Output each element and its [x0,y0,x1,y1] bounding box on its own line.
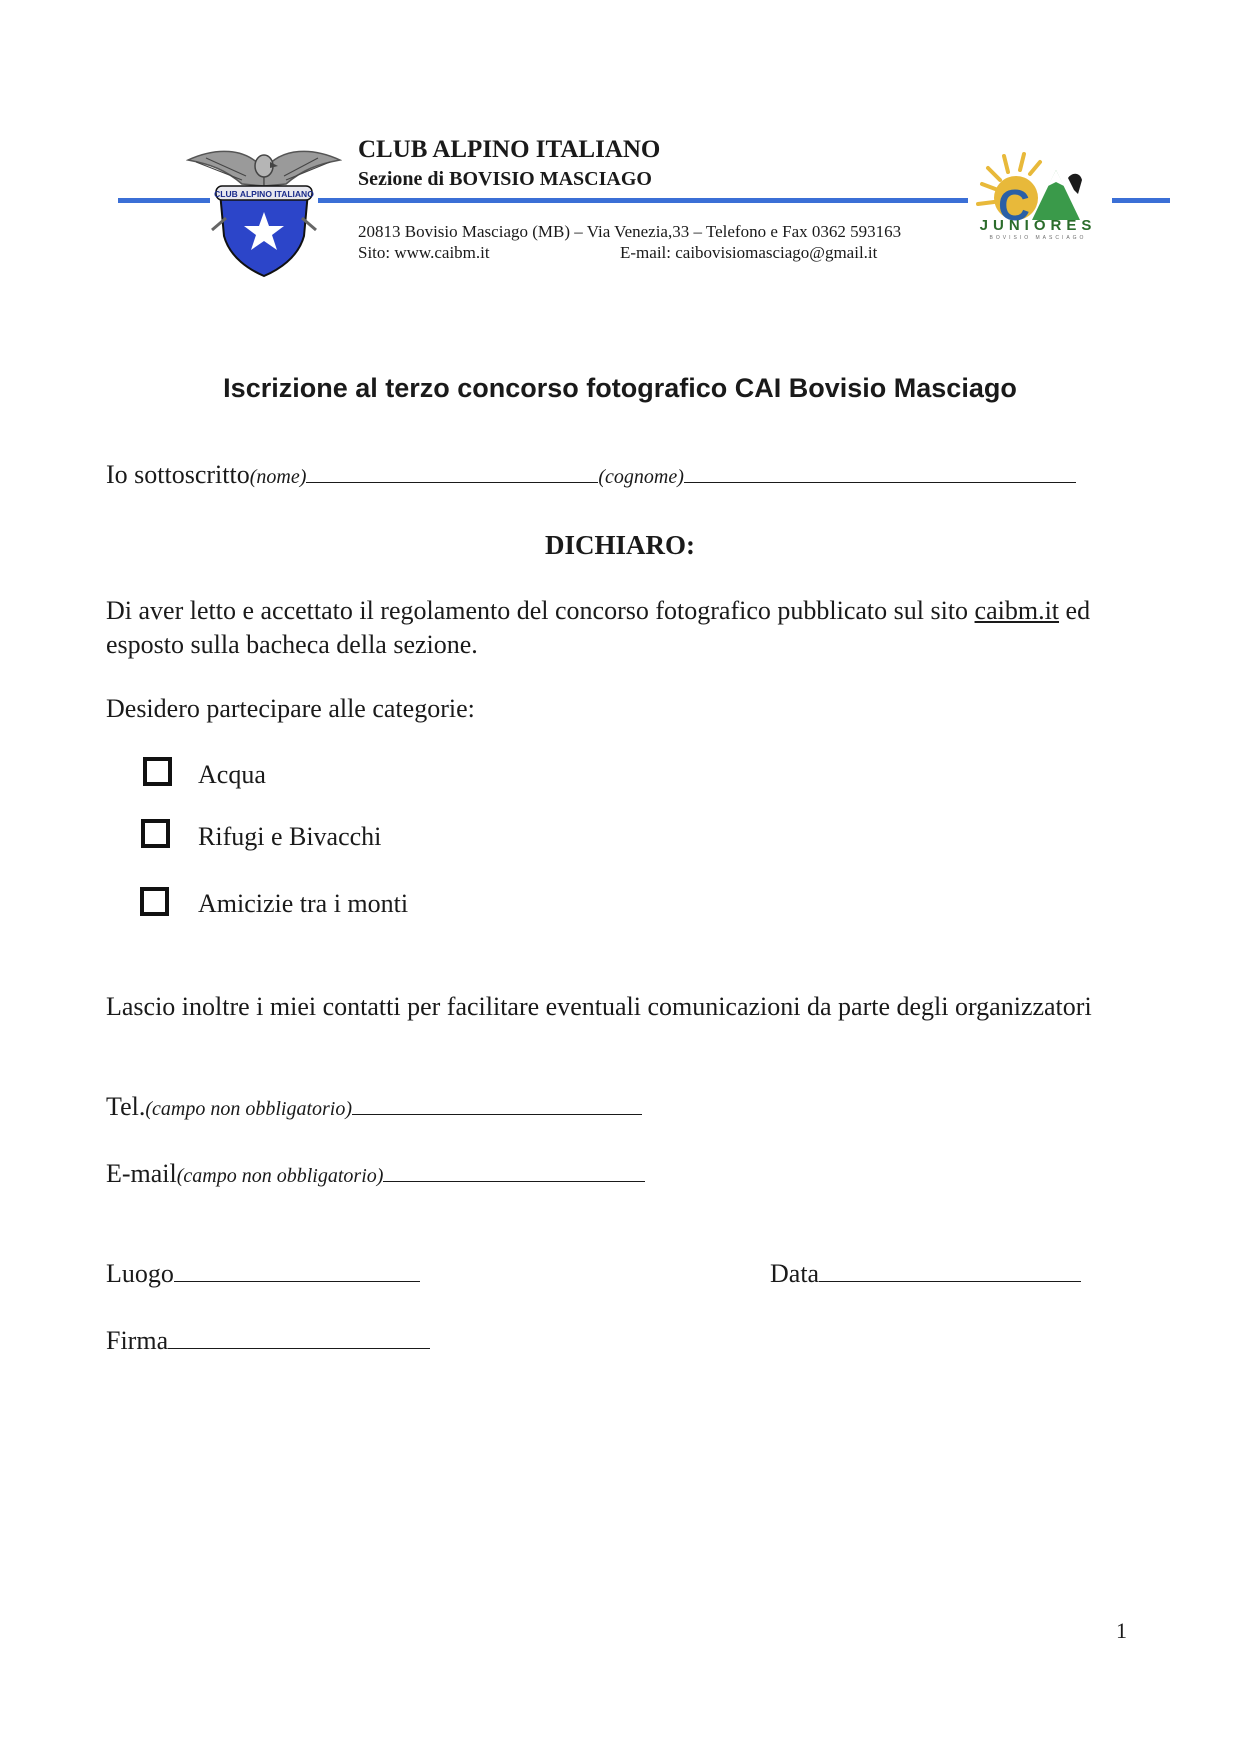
tel-row [106,1092,642,1122]
cai-eagle-logo [186,140,342,278]
email-label: E-mail [106,1159,177,1188]
club-email: E-mail: caibovisiomasciago@gmail.it [620,243,878,262]
signer-row [106,460,1076,490]
name-field[interactable] [306,460,598,483]
club-name: CLUB ALPINO ITALIANO [358,136,661,163]
tel-optional-hint: (campo non obbligatorio) [145,1098,352,1120]
cai-logo-ribbon-text: CLUB ALPINO ITALIANO [214,189,314,199]
signature-row [106,1326,430,1356]
juniores-subtitle: BOVISIO MASCIAGO [989,235,1087,241]
signer-label: Io sottoscritto [106,460,250,489]
club-address: 20813 Bovisio Masciago (MB) – Via Venezia,33 – Telefono e Fax 0362 593163 [358,222,902,241]
declaration-paragraph [106,594,1126,662]
categories-intro: Desidero partecipare alle categorie: [106,694,475,723]
date-field[interactable] [819,1259,1081,1282]
place-label: Luogo [106,1259,174,1288]
declaration-link[interactable]: caibm.it [974,596,1060,625]
svg-text:C: C [998,181,1030,230]
date-label: Data [770,1259,820,1288]
juniores-wordmark: JUNIORES [979,217,1097,234]
header-rule-middle [318,198,968,203]
page-number: 1 [1116,1618,1127,1643]
email-optional-hint: (campo non obbligatorio) [176,1165,384,1187]
signature-label: Firma [106,1326,169,1355]
category-checkbox-acqua[interactable] [143,757,172,786]
category-checkbox-rifugi[interactable] [141,819,170,848]
category-label: Amicizie tra i monti [198,889,409,918]
contacts-paragraph: Lascio inoltre i miei contatti per facilitare eventuali comunicazioni da parte degli organizzatori [106,992,1092,1021]
email-row [106,1159,645,1189]
surname-field[interactable] [684,460,1076,483]
declaration-rest: ed esposto sulla bacheca della sezione. [106,596,1091,659]
place-field[interactable] [174,1259,420,1282]
category-label: Acqua [198,760,266,789]
form-title: Iscrizione al terzo concorso fotografico CAI Bovisio Masciago [223,373,1017,403]
name-hint: (nome) [249,466,307,488]
declaration-text: Di aver letto e accettato il regolamento del concorso fotografico pubblicato sul sito [106,596,969,625]
declare-heading: DICHIARO: [544,530,695,560]
date-row [770,1259,1081,1289]
header-rule-right [1112,198,1170,203]
surname-hint: (cognome) [598,466,684,488]
club-website: Sito: www.caibm.it [358,243,490,262]
email-field[interactable] [383,1159,645,1182]
place-row [106,1259,420,1289]
club-section: Sezione di BOVISIO MASCIAGO [358,168,652,190]
category-checkbox-amicizie[interactable] [140,887,169,916]
category-label: Rifugi e Bivacchi [198,822,382,851]
signature-field[interactable] [168,1326,430,1349]
tel-label: Tel. [106,1092,146,1121]
tel-field[interactable] [352,1092,642,1115]
